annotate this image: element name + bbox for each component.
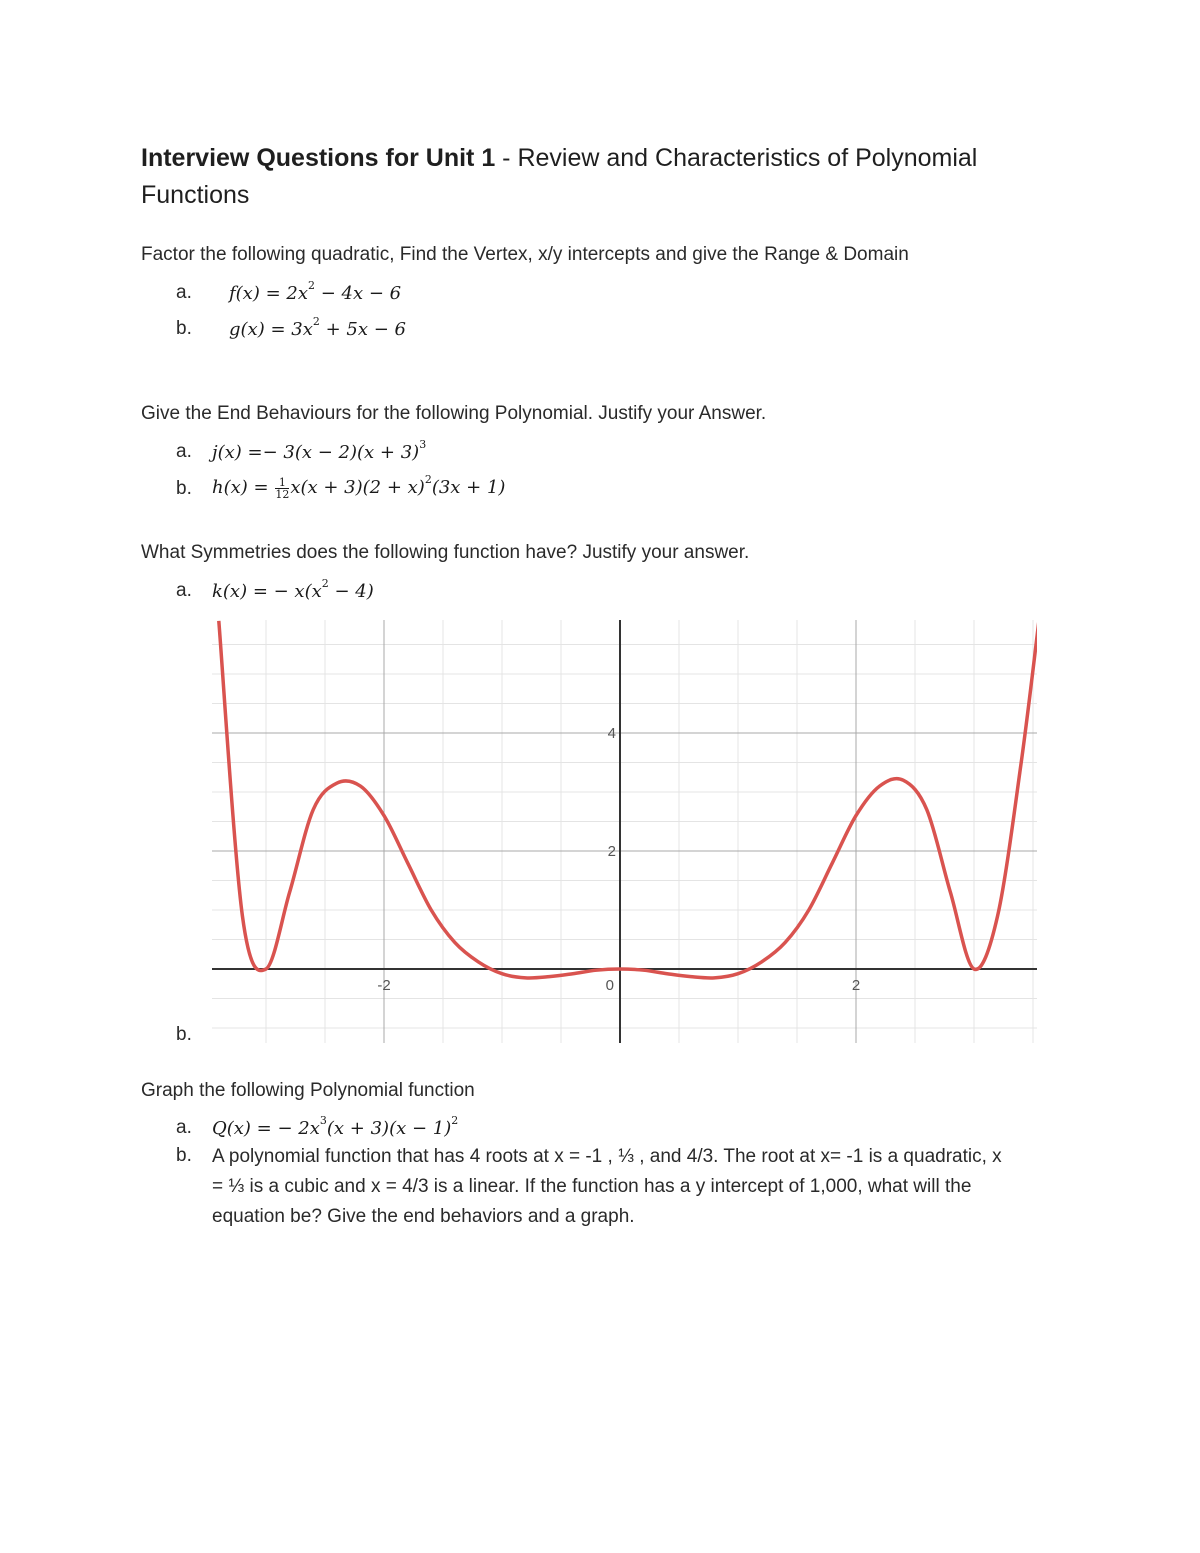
s4-a-expression: Q(x) = − $2x^3(x + 3)(x - 1)^2$ [212, 1114, 459, 1139]
s1-a-expression: $f(x) = 2x^2 - 4x - 6$ [229, 279, 402, 304]
s4-b-label: b. [176, 1145, 192, 1166]
s1-a-label: a. [176, 282, 192, 303]
x-tick-label: 0 [605, 977, 614, 994]
s3-a-label: a. [176, 580, 192, 601]
fraction: $\frac{1}{12}$ [275, 475, 290, 501]
x-tick-label: 2 [851, 977, 861, 994]
s2-b-label: b. [176, 478, 192, 499]
s2-a-expression: $j(x) =- 3(x - 2)(x + 3)^3$ [212, 438, 427, 463]
y-tick-label: 4 [607, 725, 616, 742]
title-rest: - Review and Characteristics of Polynomial Functions [141, 144, 978, 209]
title-bold: Interview Questions for Unit 1 [141, 144, 496, 172]
section3-prompt: What Symmetries does the following function have? Justify your answer. [141, 542, 750, 563]
s3-b-label: b. [176, 1024, 192, 1045]
s2-b-expression: h(x) = $\frac{1}{12}$ $x(x + 3)(2 + x)^2(3x + 1)$ [212, 473, 506, 501]
y-tick-label: 2 [607, 843, 616, 860]
s4-a-label: a. [176, 1117, 192, 1138]
section2-prompt: Give the End Behaviours for the following Polynomial. Justify your Answer. [141, 403, 767, 424]
s1-b-expression: $g(x) = 3x^2 + 5x - 6$ [229, 315, 406, 340]
s1-b-label: b. [176, 318, 192, 339]
x-tick-label: -2 [377, 977, 391, 994]
section1-prompt: Factor the following quadratic, Find the Vertex, x/y intercepts and give the Range & Domain [141, 244, 909, 265]
s3-a-expression: k(x) = − $x(x^2 - 4)$ [212, 577, 374, 602]
section4-prompt: Graph the following Polynomial function [141, 1080, 475, 1101]
s4-b-text: A polynomial function that has 4 roots at x = -1 , ⅓ , and 4/3. The root at x= -1 is a quadratic, x = ⅓ is a cubic and x = 4/3 is a linear. If the function has a y intercept of 1,000, what will the equation be? Give the end behaviors and a graph. [212, 1146, 1002, 1227]
s2-a-label: a. [176, 441, 192, 462]
